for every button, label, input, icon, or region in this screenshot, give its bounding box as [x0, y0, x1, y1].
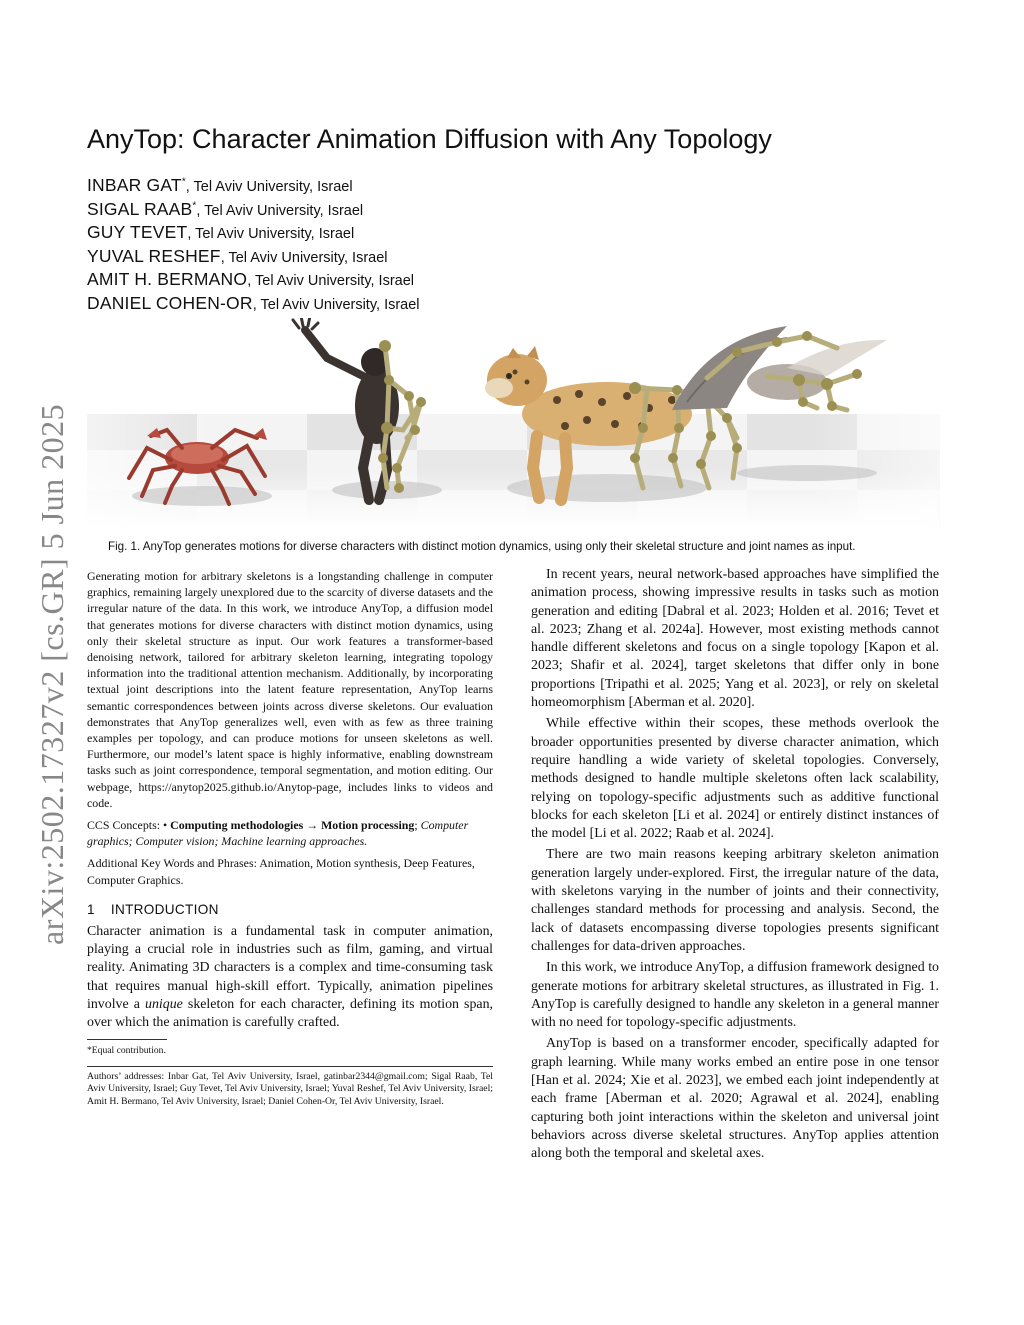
footnote-rule	[87, 1039, 167, 1040]
body-paragraph: There are two main reasons keeping arbitrary skeleton animation generation largely under-explored. First, the irregular nature of the data, with skeletons varying in the number of joints and their connectivity, challenges standard methods for processing and analysis. Second, the lack of datasets encompassing diverse topologies presents significant challenges for data-driven approaches.	[531, 847, 939, 954]
author-line	[87, 292, 420, 316]
author-line	[87, 221, 420, 245]
author-affiliation: , Tel Aviv University, Israel	[247, 273, 415, 289]
section-heading	[87, 902, 493, 917]
left-column	[87, 568, 493, 1108]
author-list	[87, 174, 420, 315]
author-name: INBAR GAT	[87, 175, 182, 195]
body-paragraph: While effective within their scopes, these methods overlook the broader opportunities presented by diverse character animation, which require handling a wide variety of skeletal topologies. Conversely, methods designed to handle multiple skeletons often lack scalability, relying on topology-specific adjustments such as additive functional blocks for each skeleton [Li et al. 2024] or entirely distinct instances of the model [Li et al. 2022; Raab et al. 2024].	[531, 716, 939, 842]
ccs-primary: Computing methodologies → Motion processing	[170, 818, 415, 833]
author-mark: *	[192, 200, 197, 212]
arxiv-identifier: arXiv:2502.17327v2 [cs.GR] 5 Jun 2025	[34, 403, 70, 945]
right-column	[531, 566, 939, 1167]
author-affiliation: , Tel Aviv University, Israel	[196, 202, 364, 219]
intro-paragraph	[87, 923, 493, 1033]
author-line	[87, 174, 420, 198]
ccs-secondary: Computer graphics; Computer vision; Machine learning approaches.	[87, 818, 469, 849]
figure-caption: Fig. 1. AnyTop generates motions for diverse characters with distinct motion dynamics, using only their skeletal structure and joint names as input.	[108, 540, 856, 553]
section-number: 1	[87, 901, 95, 917]
ccs-prefix: CCS Concepts: •	[87, 818, 171, 833]
author-affiliation: , Tel Aviv University, Israel	[220, 249, 388, 266]
ccs-concepts	[87, 817, 493, 849]
intro-emphasis: unique	[145, 997, 183, 1013]
author-affiliation: , Tel Aviv University, Israel	[185, 179, 353, 195]
author-name: SIGAL RAAB	[87, 198, 193, 219]
author-name: DANIEL COHEN-OR	[87, 292, 253, 313]
author-line	[87, 245, 420, 269]
teaser-figure	[87, 318, 940, 528]
ccs-separator: ;	[414, 818, 418, 833]
address-rule	[87, 1066, 493, 1067]
author-name: GUY TEVET	[87, 222, 188, 242]
body-paragraph: In this work, we introduce AnyTop, a diffusion framework designed to generate motions for arbitrary skeletal structures, as illustrated in Fig. 1. AnyTop is carefully designed to handle any skeleton in a general manner with no need for topology-specific adjustments.	[531, 960, 939, 1031]
author-name: YUVAL RESHEF	[87, 245, 221, 266]
footnote: *Equal contribution.	[87, 1044, 166, 1056]
bird-character	[672, 326, 887, 411]
author-addresses: Authors’ addresses: Inbar Gat, Tel Aviv University, Israel, gatinbar2344@gmail.com; Sigal Raab, Tel Aviv University, Israel; Guy Tevet, Tel Aviv University, Israel; Yuval Reshef, Tel Aviv University, Israel; Amit H. Bermano, Tel Aviv University, Israel; Daniel Cohen-Or, Tel Aviv University, Israel.	[87, 1070, 493, 1107]
intro-text: Character animation is a fundamental task in computer animation, playing a crucial role in industries such as film, gaming, and virtual reality. Animating 3D characters is a complex and time-consuming task that requires manual high-skill effort. Typically, animation pipelines involve a	[87, 923, 493, 1013]
author-line	[87, 268, 420, 292]
body-paragraph: In recent years, neural network-based approaches have simplified the animation process, showing impressive results in tasks such as motion generation and editing [Dabral et al. 2023; Holden et al. 2016; Tevet et al. 2023; Zhang et al. 2024a]. However, most existing methods cannot handle different skeletons and focus on a single topology [Kapon et al. 2023; Shafir et al. 2024], target skeletons that differ only in bone proportions [Tripathi et al. 2025; Yang et al. 2023], or rely on skeletal homeomorphism [Aberman et al. 2020].	[531, 567, 939, 711]
author-mark: *	[181, 176, 186, 188]
author-affiliation: , Tel Aviv University, Israel	[252, 296, 420, 313]
intro-text: skeleton for each character, defining its motion span, over which the animation is carefully crafted.	[87, 997, 493, 1031]
author-name: AMIT H. BERMANO	[87, 269, 248, 289]
paper-title: AnyTop: Character Animation Diffusion with Any Topology	[87, 124, 772, 154]
keywords: Additional Key Words and Phrases: Animation, Motion synthesis, Deep Features, Computer Graphics.	[87, 856, 475, 887]
body-paragraph: AnyTop is based on a transformer encoder, specifically adapted for graph learning. While many works embed an entire pose in one tensor [Han et al. 2024; Xie et al. 2023], we embed each joint independently at each frame [Aberman et al. 2020; Agrawal et al. 2024], enabling capturing both joint interactions within the skeleton and universal joint behaviors across diverse skeletal structures. AnyTop applies attention along both the temporal and skeletal axes.	[531, 1036, 939, 1162]
section-title: INTRODUCTION	[110, 901, 219, 917]
abstract: Generating motion for arbitrary skeletons is a longstanding challenge in computer graphics, remaining largely unexplored due to the scarcity of diverse datasets and the irregular nature of the data. In this work, we introduce AnyTop, a diffusion model that generates motions for diverse characters with distinct motion dynamics, using only their skeletal structure as input. Our work features a transformer-based denoising network, tailored for arbitrary skeleton learning, integrating topology information into the traditional attention mechanism. Additionally, by incorporating textual joint descriptions into the latent feature representation, AnyTop learns semantic correspondences between joints across diverse skeletons. Our evaluation demonstrates that AnyTop generalizes well, even with as few as three training examples per topology, and can produce motions for unseen skeletons as well. Furthermore, our model’s latent space is highly informative, enabling downstream tasks such as joint correspondence, temporal segmentation, and motion editing. Our webpage, https://anytop2025.github.io/Anytop-page, includes links to videos and code.	[87, 569, 493, 810]
author-line	[87, 198, 420, 222]
author-affiliation: , Tel Aviv University, Israel	[187, 226, 355, 242]
